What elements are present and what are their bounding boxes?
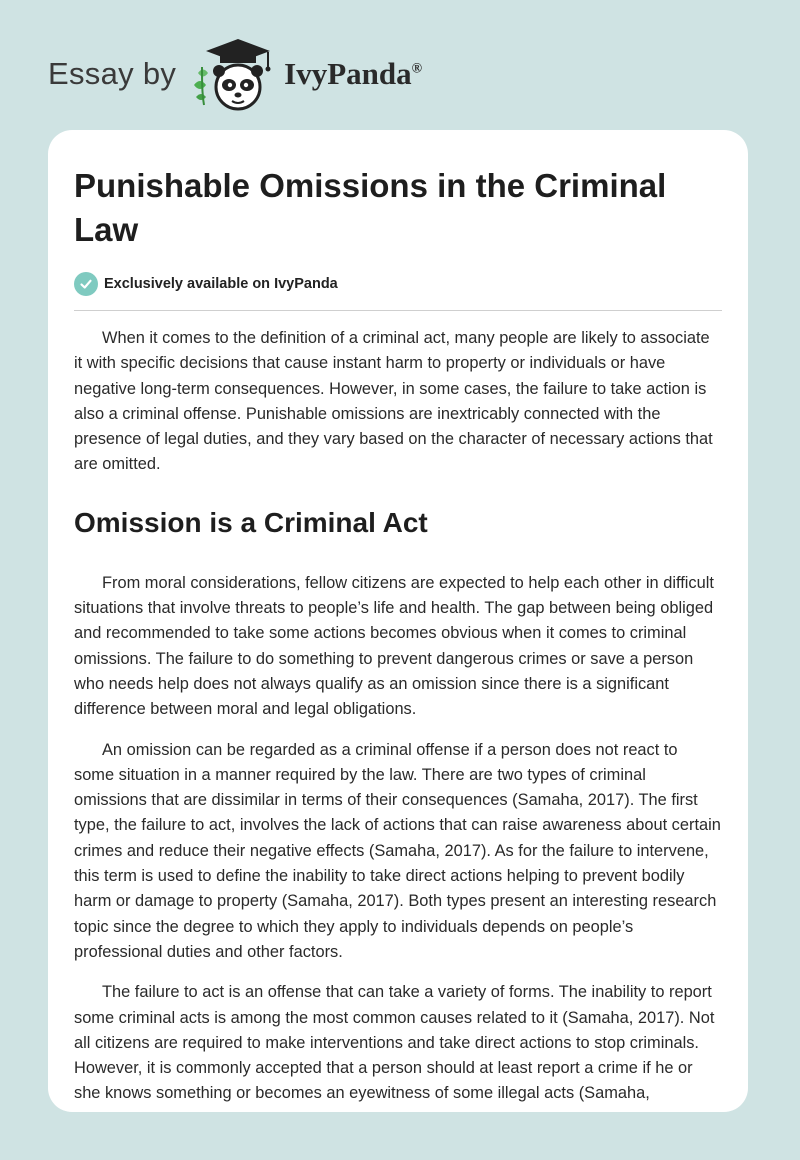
article-title: Punishable Omissions in the Criminal Law	[74, 167, 667, 248]
article-card	[48, 130, 748, 1112]
intro-paragraph: When it comes to the definition of a criminal act, many people are likely to associate it with specific decisions that cause instant harm to property or individuals or have negative long-term consequences. However, in some cases, the failure to take action is also a criminal offense. Punishable omissions are inextricably connected with the presence of legal duties, and they vary based on the character of necessary actions that are omitted.	[74, 329, 713, 474]
panda-graduation-cap-icon	[188, 33, 280, 115]
body-paragraph: From moral considerations, fellow citizens are expected to help each other in difficult situations that involve threats to people’s life and health. The gap between being obliged and recommended to take some actions becomes obvious when it comes to criminal omissions. The failure to do something to prevent dangerous crimes or save a person who needs help does not always qualify as an omission since there is a significant difference between moral and legal obligations.	[74, 573, 714, 719]
exclusive-badge	[74, 272, 722, 296]
divider	[74, 310, 722, 311]
exclusive-label: Exclusively available on IvyPanda	[104, 276, 338, 292]
brand-name: IvyPanda®	[284, 56, 423, 91]
body-paragraph: The failure to act is an offense that can take a variety of forms. The inability to report some criminal acts is among the most common causes related to it (Samaha, 2017). Not all citizens are required to make interventions and take direct actions to stop criminals. However, it is commonly accepted that a person should at least report a crime if he or she knows something or becomes an eyewitness of some illegal acts (Samaha,	[74, 983, 715, 1103]
registered-mark: ®	[411, 61, 423, 77]
essay-by-label: Essay by	[48, 56, 177, 91]
section-heading: Omission is a Criminal Act	[74, 506, 428, 538]
body-paragraph: An omission can be regarded as a criminal offense if a person does not react to some situation in a manner required by the law. There are two types of criminal omissions that are dissimilar in terms of their consequences (Samaha, 2017). The first type, the failure to act, involves the lack of actions that can raise awareness about certain crimes and reduce their negative effects (Samaha, 2017). As for the failure to intervene, this term is used to define the inability to take direct actions helping to prevent bodily harm or damage to property (Samaha, 2017). Both types present an interesting research topic since the degree to which they apply to individuals depends on people’s professional duties and other factors.	[74, 740, 721, 961]
check-icon	[74, 272, 98, 296]
site-header	[48, 34, 422, 114]
ivypanda-logo[interactable]	[188, 33, 422, 115]
